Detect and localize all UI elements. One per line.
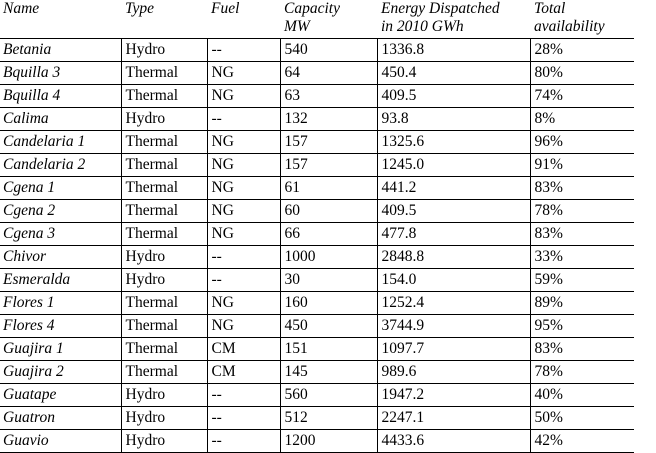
cell-energy: 409.5 [377,200,530,223]
table-row [0,292,634,315]
cell-fuel: -- [207,407,280,430]
cell-capacity: 60 [280,200,377,223]
cell-fuel: -- [207,39,280,62]
cell-type: Thermal [121,154,207,177]
cell-name: Guavio [0,430,121,453]
table-row [0,200,634,223]
table-row [0,131,634,154]
table-header [0,0,634,39]
cell-availability: 40% [530,384,634,407]
cell-type: Thermal [121,177,207,200]
cell-type: Hydro [121,39,207,62]
table-row [0,39,634,62]
cell-energy: 3744.9 [377,315,530,338]
cell-energy: 1336.8 [377,39,530,62]
cell-energy: 441.2 [377,177,530,200]
cell-energy: 450.4 [377,62,530,85]
cell-type: Hydro [121,430,207,453]
cell-energy: 1325.6 [377,131,530,154]
cell-name: Esmeralda [0,269,121,292]
cell-energy: 1252.4 [377,292,530,315]
header-availability: Total availability [534,0,605,35]
cell-name: Cgena 1 [0,177,121,200]
cell-availability: 83% [530,338,634,361]
cell-fuel: NG [207,154,280,177]
header-energy: Energy Dispatched in 2010 GWh [381,0,500,35]
cell-name: Bquilla 3 [0,62,121,85]
cell-type: Hydro [121,246,207,269]
cell-name: Guatron [0,407,121,430]
table-row [0,269,634,292]
cell-availability: 33% [530,246,634,269]
table-row [0,430,634,453]
table-row [0,177,634,200]
cell-availability: 59% [530,269,634,292]
cell-availability: 91% [530,154,634,177]
cell-name: Flores 4 [0,315,121,338]
cell-availability: 50% [530,407,634,430]
cell-fuel: NG [207,223,280,246]
cell-type: Hydro [121,407,207,430]
cell-availability: 83% [530,177,634,200]
cell-type: Thermal [121,131,207,154]
cell-energy: 4433.6 [377,430,530,453]
table-row [0,62,634,85]
cell-fuel: NG [207,315,280,338]
header-row [0,0,634,39]
cell-energy: 477.8 [377,223,530,246]
cell-name: Betania [0,39,121,62]
cell-name: Bquilla 4 [0,85,121,108]
cell-availability: 28% [530,39,634,62]
cell-capacity: 145 [280,361,377,384]
table-row [0,154,634,177]
table-row [0,338,634,361]
cell-name: Cgena 2 [0,200,121,223]
cell-capacity: 157 [280,154,377,177]
cell-capacity: 30 [280,269,377,292]
cell-type: Thermal [121,223,207,246]
cell-energy: 2848.8 [377,246,530,269]
cell-capacity: 540 [280,39,377,62]
cell-type: Hydro [121,384,207,407]
cell-fuel: NG [207,85,280,108]
cell-energy: 2247.1 [377,407,530,430]
cell-name: Cgena 3 [0,223,121,246]
header-name: Name [3,0,40,17]
cell-name: Calima [0,108,121,131]
cell-type: Hydro [121,269,207,292]
cell-name: Guatape [0,384,121,407]
cell-fuel: -- [207,384,280,407]
cell-availability: 78% [530,200,634,223]
cell-availability: 42% [530,430,634,453]
table-row [0,246,634,269]
cell-energy: 93.8 [377,108,530,131]
header-fuel: Fuel [211,0,240,17]
cell-name: Guajira 1 [0,338,121,361]
cell-capacity: 132 [280,108,377,131]
cell-availability: 80% [530,62,634,85]
cell-type: Thermal [121,338,207,361]
cell-capacity: 61 [280,177,377,200]
cell-type: Thermal [121,85,207,108]
table-row [0,85,634,108]
cell-type: Thermal [121,200,207,223]
table-row [0,223,634,246]
cell-capacity: 63 [280,85,377,108]
cell-fuel: NG [207,177,280,200]
table-row [0,407,634,430]
cell-name: Chivor [0,246,121,269]
cell-capacity: 512 [280,407,377,430]
cell-capacity: 151 [280,338,377,361]
cell-availability: 89% [530,292,634,315]
cell-fuel: NG [207,200,280,223]
cell-availability: 83% [530,223,634,246]
cell-fuel: -- [207,246,280,269]
cell-capacity: 64 [280,62,377,85]
cell-availability: 96% [530,131,634,154]
table-row [0,315,634,338]
table-body [0,39,634,453]
cell-fuel: CM [207,361,280,384]
cell-fuel: -- [207,430,280,453]
cell-type: Thermal [121,62,207,85]
table-row [0,384,634,407]
cell-fuel: -- [207,269,280,292]
cell-availability: 95% [530,315,634,338]
cell-capacity: 450 [280,315,377,338]
cell-name: Candelaria 2 [0,154,121,177]
cell-capacity: 560 [280,384,377,407]
cell-fuel: NG [207,62,280,85]
cell-energy: 1097.7 [377,338,530,361]
cell-energy: 989.6 [377,361,530,384]
cell-energy: 1245.0 [377,154,530,177]
cell-capacity: 1200 [280,430,377,453]
cell-capacity: 160 [280,292,377,315]
header-type: Type [125,0,154,17]
header-capacity: Capacity MW [284,0,340,35]
table-row [0,108,634,131]
cell-fuel: CM [207,338,280,361]
cell-fuel: NG [207,292,280,315]
cell-type: Thermal [121,315,207,338]
cell-type: Thermal [121,361,207,384]
cell-type: Thermal [121,292,207,315]
cell-energy: 154.0 [377,269,530,292]
cell-availability: 8% [530,108,634,131]
cell-energy: 1947.2 [377,384,530,407]
cell-capacity: 1000 [280,246,377,269]
cell-name: Candelaria 1 [0,131,121,154]
cell-fuel: -- [207,108,280,131]
cell-name: Flores 1 [0,292,121,315]
cell-capacity: 157 [280,131,377,154]
cell-name: Guajira 2 [0,361,121,384]
table-row [0,361,634,384]
cell-type: Hydro [121,108,207,131]
cell-fuel: NG [207,131,280,154]
cell-energy: 409.5 [377,85,530,108]
cell-capacity: 66 [280,223,377,246]
cell-availability: 74% [530,85,634,108]
cell-availability: 78% [530,361,634,384]
